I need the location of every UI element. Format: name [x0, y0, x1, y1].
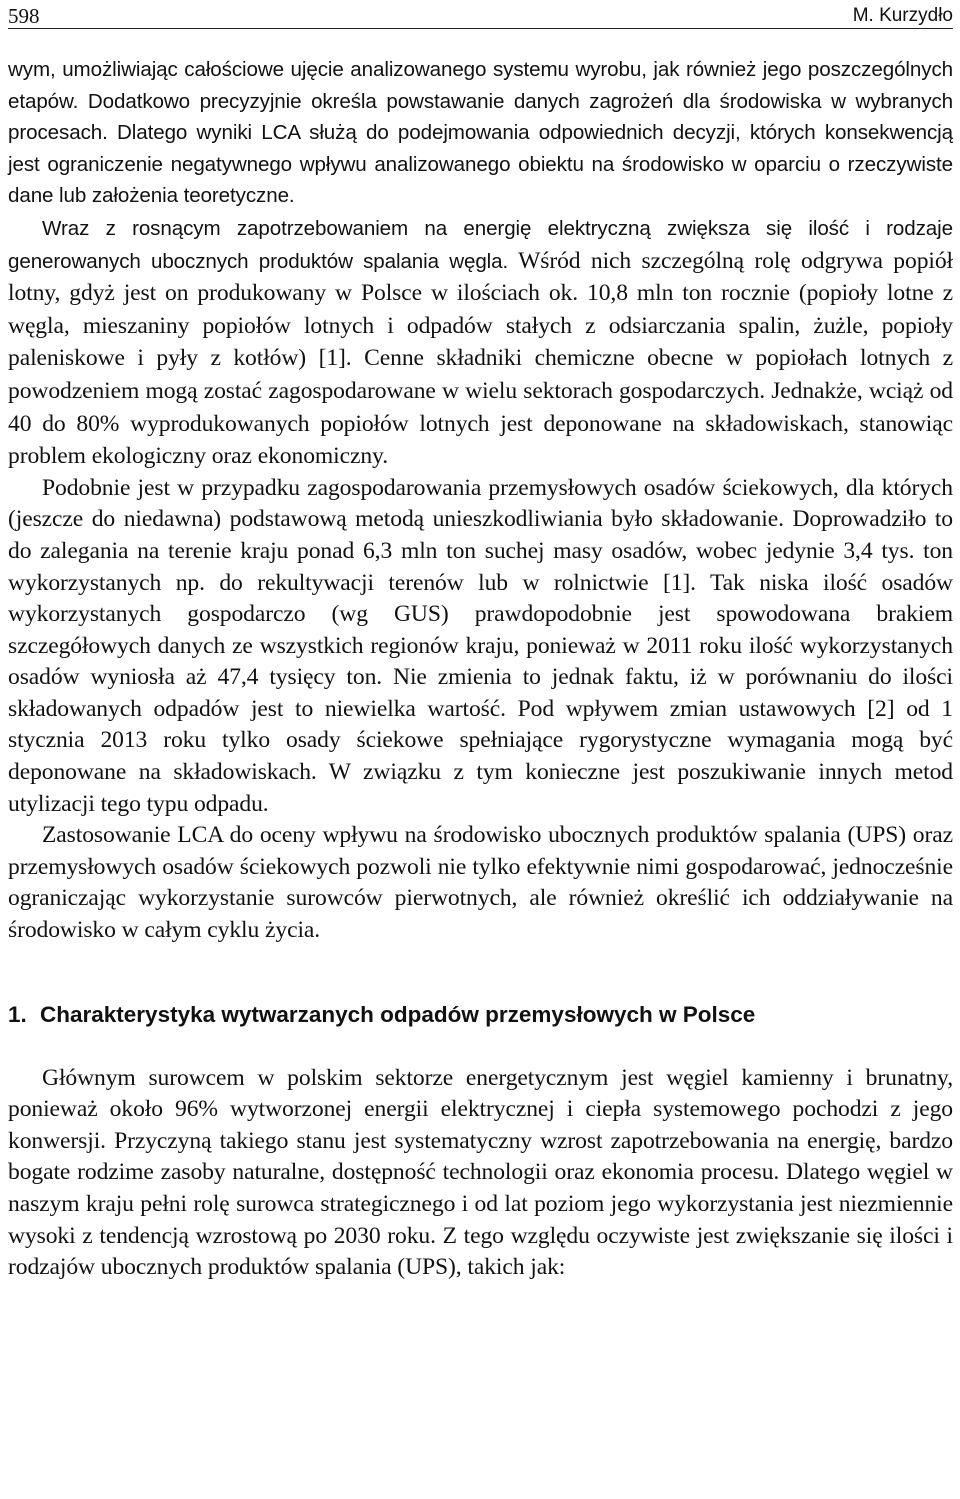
paragraph-2 [8, 212, 953, 473]
section-heading [8, 997, 953, 1033]
paragraph-2-part-b: Wśród nich szczególną rolę odgrywa popiół lotny, gdyż jest on produkowany w Polsce w ilościach ok. 10,8 mln ton rocznie (popioły lotne z węgla, mieszaniny popiołów lotnych i odpadów stałych z odsiarczania spalin, żużle, popioły paleniskowe i pyły z kotłów) [1]. Cenne składniki chemiczne obecne w popiołach lotnych z powodzeniem mogą zostać zagospodarowane w wielu sektorach gospodarczych. Jednakże, wciąż od 40 do 80% wyprodukowanych popiołów lotnych jest deponowane na składowiskach, stanowiąc problem ekologiczny oraz ekonomiczny. [8, 247, 953, 470]
running-head: M. Kurzydło [852, 5, 953, 26]
article-body [8, 54, 953, 947]
page [8, 0, 953, 1284]
page-header [8, 0, 953, 29]
section-paragraph-1: Głównym surowcem w polskim sektorze energetycznym jest węgiel kamienny i brunatny, ponieważ około 96% wytworzonej energii elektrycznej i ciepła systemowego pochodzi z jego konwersji. Przyczyną takiego stanu jest systematyczny wzrost zapotrzebowania na energię, bardzo bogate rodzime zasoby naturalne, dostępność technologii oraz ekonomia procesu. Dlatego węgiel w naszym kraju pełni rolę surowca strategicznego i od lat poziom jego wykorzystania jest niezmiennie wysoki z tendencją wzrostową po 2030 roku. Z tego względu oczywiste jest zwiększanie się ilości i rodzajów ubocznych produktów spalania (UPS), takich jak: [8, 1064, 953, 1281]
paragraph-1: wym, umożliwiając całościowe ujęcie analizowanego systemu wyrobu, jak również jego poszczególnych etapów. Dodatkowo precyzyjnie określa powstawanie danych zagrożeń dla środowiska w wybranych procesach. Dlatego wyniki LCA służą do podejmowania odpowiednich decyzji, których konsekwencją jest ograniczenie negatywnego wpływu analizowanego obiektu na środowisko w oparciu o rzeczywiste dane lub założenia teoretyczne. [8, 58, 953, 208]
paragraph-2-part-a: Wraz z rosnącym zapotrzebowaniem na energię elektryczną zwiększa się ilość i rodzaje generowanych ubocznych produktów spalania węgla. [8, 216, 953, 273]
section-number: 1. [8, 1001, 27, 1027]
paragraph-4: Zastosowanie LCA do oceny wpływu na środowisko ubocznych produktów spalania (UPS) oraz przemysłowych osadów ściekowych pozwoli nie tylko efektywnie nimi gospodarować, jednocześnie ograniczając wykorzystanie surowców pierwotnych, ale również określić ich oddziaływanie na środowisko w całym cyklu życia. [8, 822, 953, 944]
paragraph-3: Podobnie jest w przypadku zagospodarowania przemysłowych osadów ściekowych, dla których (jeszcze do niedawna) podstawową metodą unieszkodliwiania było składowanie. Doprowadziło to do zalegania na terenie kraju ponad 6,3 mln ton suchej masy osadów, wobec jedynie 3,4 tys. ton wykorzystanych np. do rekultywacji terenów lub w rolnictwie [1]. Tak niska ilość osadów wykorzystanych gospodarczo (wg GUS) prawdopodobnie jest spowodowana brakiem szczegółowych danych ze wszystkich regionów kraju, ponieważ w 2011 roku ilość wykorzystanych osadów wyniosła aż 47,4 tysięcy ton. Nie zmienia to jednak faktu, iż w porównaniu do ilości składowanych odpadów jest to niewielka wartość. Pod wpływem zmian ustawowych [2] od 1 stycznia 2013 roku tylko osady ściekowe spełniające rygorystyczne wymagania mogą być deponowane na składowiskach. W związku z tym konieczne jest poszukiwanie innych metod utylizacji tego typu odpadu. [8, 474, 953, 817]
page-number: 598 [8, 4, 40, 28]
section-title: Charakterystyka wytwarzanych odpadów przemysłowych w Polsce [40, 1001, 756, 1027]
